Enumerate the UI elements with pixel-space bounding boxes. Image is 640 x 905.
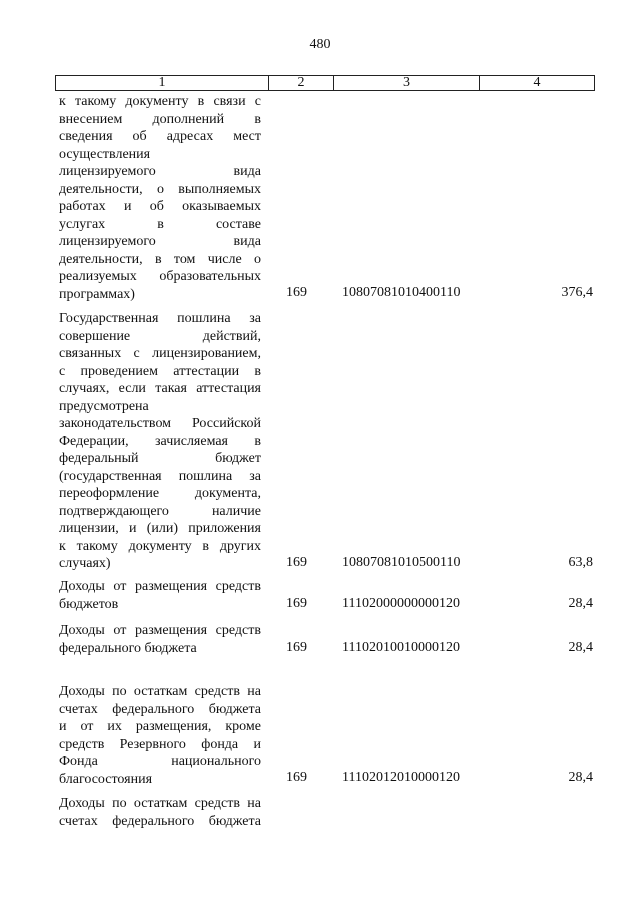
description-line: к такому документу в других bbox=[59, 538, 261, 554]
description-line: счетах федерального бюджета bbox=[59, 701, 261, 717]
description-line: переоформление документа, bbox=[59, 486, 261, 501]
description-line: программах) bbox=[59, 286, 135, 302]
kbk-code: 11102012010000120 bbox=[342, 770, 460, 785]
description-line: реализуемых образовательных bbox=[59, 269, 261, 284]
description-line: сведения об адресах мест bbox=[59, 129, 261, 144]
kbk-code: 10807081010400110 bbox=[342, 285, 461, 300]
header-col-4: 4 bbox=[533, 75, 541, 90]
table-header bbox=[55, 75, 595, 91]
header-col-1: 1 bbox=[56, 76, 269, 90]
admin-code: 169 bbox=[286, 596, 307, 611]
description-line: Фонда национального bbox=[59, 754, 261, 769]
description-line: деятельности, о выполняемых bbox=[59, 181, 261, 197]
description-line: Доходы по остаткам средств на bbox=[59, 796, 261, 811]
admin-code: 169 bbox=[286, 555, 307, 570]
description-line: федеральный бюджет bbox=[59, 451, 261, 466]
amount: 28,4 bbox=[568, 596, 593, 611]
description-line: Доходы от размещения средств bbox=[59, 579, 261, 594]
description-line: совершение действий, bbox=[59, 328, 261, 344]
description-line: предусмотрена bbox=[59, 398, 149, 414]
kbk-code: 10807081010500110 bbox=[342, 555, 461, 570]
kbk-code: 11102010010000120 bbox=[342, 640, 460, 655]
row-description bbox=[59, 93, 261, 303]
description-line: связанных с лицензированием, bbox=[59, 346, 261, 361]
description-line: бюджетов bbox=[59, 596, 119, 612]
kbk-code: 11102000000000120 bbox=[342, 596, 460, 611]
description-line: федерального бюджета bbox=[59, 640, 197, 656]
description-line: случаях) bbox=[59, 556, 111, 571]
description-line: деятельности, в том числе о bbox=[59, 251, 261, 267]
description-line: лицензируемого вида bbox=[59, 234, 261, 249]
page-number: 480 bbox=[309, 37, 331, 52]
description-line: подтверждающего наличие bbox=[59, 503, 261, 519]
admin-code: 169 bbox=[286, 285, 307, 300]
header-col-3: 3 bbox=[334, 76, 480, 90]
description-line: к такому документу в связи с bbox=[59, 94, 261, 109]
header-col-2: 2 bbox=[269, 76, 334, 90]
description-line: услугах в составе bbox=[59, 216, 261, 232]
description-line: с проведением аттестации в bbox=[59, 363, 261, 379]
description-line: Федерации, зачисляемая в bbox=[59, 433, 261, 449]
amount: 28,4 bbox=[568, 640, 593, 655]
row-description bbox=[59, 578, 261, 613]
admin-code: 169 bbox=[286, 770, 307, 785]
row-description bbox=[59, 683, 261, 788]
description-line: и от их размещения, кроме bbox=[59, 719, 261, 734]
description-line: законодательством Российской bbox=[59, 416, 261, 431]
description-line: средств Резервного фонда и bbox=[59, 736, 261, 752]
row-description bbox=[59, 795, 261, 830]
admin-code: 169 bbox=[286, 640, 307, 655]
description-line: счетах федерального бюджета bbox=[59, 813, 261, 829]
description-line: осуществления bbox=[59, 146, 151, 162]
description-line: благосостояния bbox=[59, 771, 153, 787]
amount: 28,4 bbox=[568, 770, 593, 785]
description-line: Доходы по остаткам средств на bbox=[59, 684, 261, 699]
description-line: лицензируемого вида bbox=[59, 164, 261, 179]
amount: 63,8 bbox=[568, 555, 593, 570]
amount: 376,4 bbox=[561, 285, 593, 300]
description-line: работах и об оказываемых bbox=[59, 199, 261, 214]
description-line: лицензии, и (или) приложения bbox=[59, 521, 261, 536]
description-line: внесением дополнений в bbox=[59, 111, 261, 127]
description-line: (государственная пошлина за bbox=[59, 468, 261, 484]
description-line: Доходы от размещения средств bbox=[59, 623, 261, 638]
description-line: случаях, если такая аттестация bbox=[59, 381, 261, 396]
description-line: Государственная пошлина за bbox=[59, 311, 261, 326]
row-description bbox=[59, 622, 261, 657]
row-description bbox=[59, 310, 261, 573]
